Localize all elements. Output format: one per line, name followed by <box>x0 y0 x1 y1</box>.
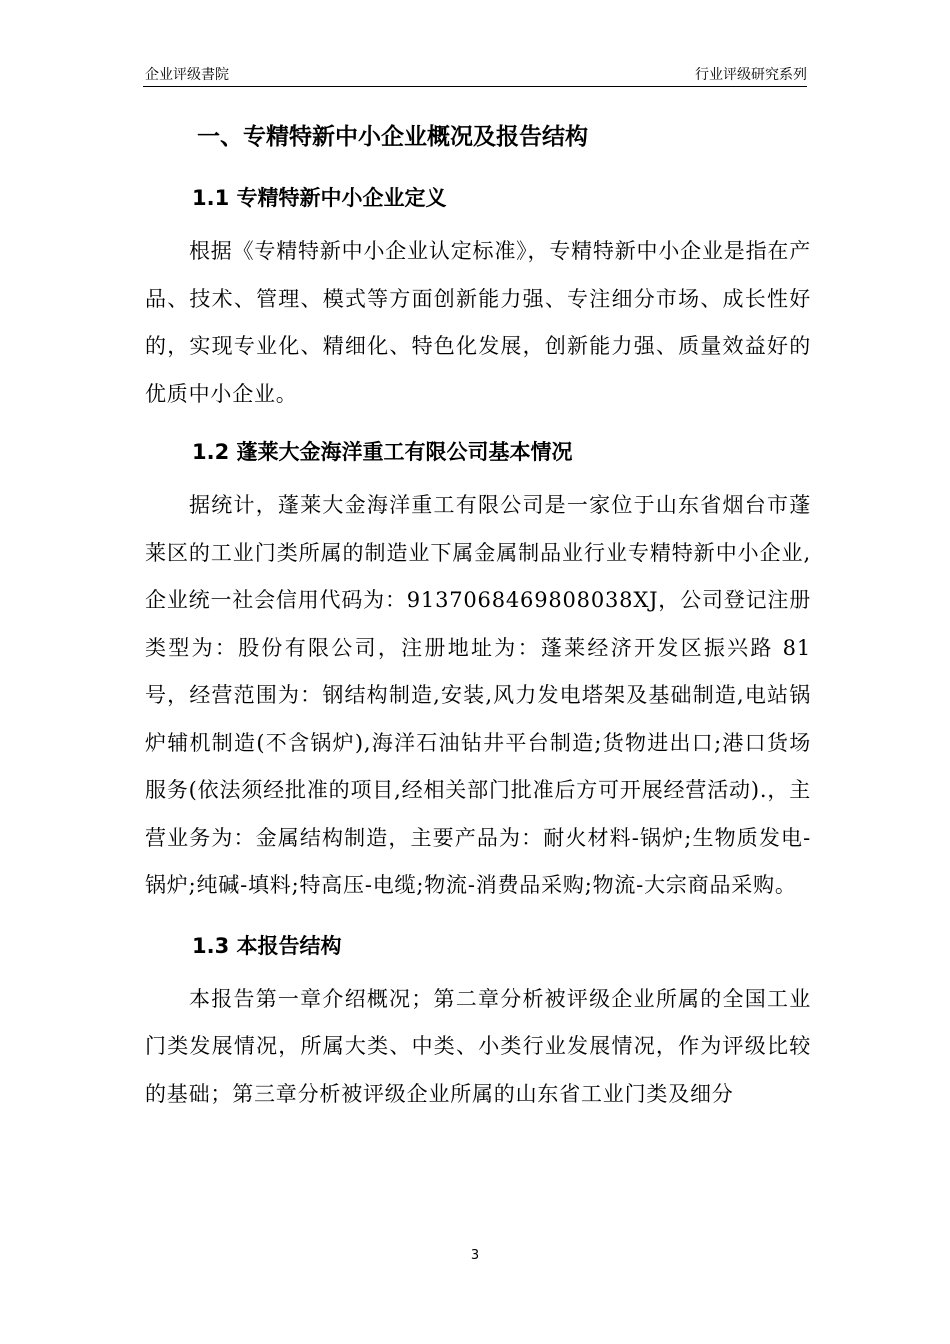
page-number: 3 <box>470 1248 480 1263</box>
section-paragraph-1-1: 根据《专精特新中小企业认定标准》，专精特新中小企业是指在产品、技术、管理、模式等方面创新能力强、专注细分市场、成长性好的，实现专业化、精细化、特色化发展，创新能力强、质量效益好的优质中小企业。 <box>145 239 811 406</box>
section-paragraph-1-3: 本报告第一章介绍概况；第二章分析被评级企业所属的全国工业门类发展情况，所属大类、中类、小类行业发展情况，作为评级比较的基础；第三章分析被评级企业所属的山东省工业门类及细分 <box>145 986 811 1106</box>
header-left-text: 企业评级書院 <box>145 67 229 83</box>
section-heading-1-1: 1.1 专精特新中小企业定义 <box>192 186 447 210</box>
page-content <box>145 112 811 1118</box>
page-header <box>143 64 807 87</box>
section-heading-1-3: 1.3 本报告结构 <box>192 933 342 958</box>
chapter-title: 一、专精特新中小企业概况及报告结构 <box>197 124 588 150</box>
section-paragraph-1-2: 据统计，蓬莱大金海洋重工有限公司是一家位于山东省烟台市蓬莱区的工业门类所属的制造业下属金属制品业行业专精特新中小企业,企业统一社会信用代码为：913706846980803​8XJ，公司登记注册类型为：股份有限公司，注册地址为：蓬莱经济开发区振兴路 81 号，经营范围为：钢结构制造,安装,风力发电塔架及基础制造,电站锅炉辅机制造(不含锅炉),海洋石油钻井平台制造;货物进出口;港口货场服务(依法须经批准的项目,经相关部门批准后方可开展经营活动).，主营业务为：金属结构制造，主要产品为：耐火材料-锅炉;生物质发电-锅炉;纯碱-填料;特高压-电缆;物流-消费品采购;物流-大宗商品采购。 <box>145 493 811 897</box>
section-heading-1-2: 1.2 蓬莱大金海洋重工有限公司基本情况 <box>192 440 573 464</box>
header-right-text: 行业评级研究系列 <box>695 67 807 83</box>
